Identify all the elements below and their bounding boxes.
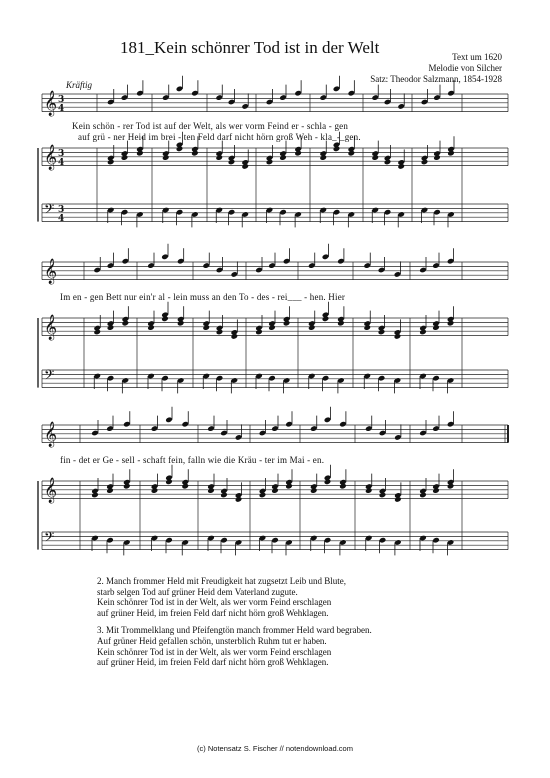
note-head (294, 150, 302, 157)
note-head (378, 329, 386, 336)
time-signature: 4 (58, 158, 65, 168)
note-head (228, 159, 236, 166)
treble-clef-icon: 𝄞 (44, 478, 58, 503)
note-head (165, 479, 173, 486)
note-head (419, 329, 427, 336)
note-head (397, 163, 405, 170)
note-head (394, 496, 402, 503)
note-head (181, 483, 189, 490)
note-head (121, 154, 129, 161)
note-head (235, 496, 243, 503)
note-head (339, 483, 347, 490)
note-head (266, 159, 274, 166)
note-head (363, 324, 371, 331)
copyright-footer: (c) Notensatz S. Fischer // notendownload.com (197, 744, 353, 753)
treble-clef-icon: 𝄞 (44, 145, 58, 170)
treble-clef-icon: 𝄞 (44, 91, 58, 116)
treble-clef-icon: 𝄞 (44, 315, 58, 340)
note-head (371, 154, 379, 161)
note-head (241, 163, 249, 170)
verse-2 (97, 576, 372, 675)
note-head (379, 492, 387, 499)
note-head (432, 487, 440, 494)
note-head (107, 159, 115, 166)
note-head (93, 329, 101, 336)
time-signature: 3 (58, 95, 65, 105)
note-head (419, 492, 427, 499)
note-head (162, 154, 170, 161)
note-head (432, 324, 440, 331)
bass-clef-icon: 𝄢 (44, 367, 55, 386)
note-head (365, 487, 373, 494)
note-head (322, 316, 330, 323)
note-head (151, 487, 159, 494)
note-head (147, 324, 155, 331)
verse-2-line-1: 2. Manch frommer Held mit Freudigkeit hat zugsetzt Leib und Blute, (97, 576, 346, 586)
note-head (220, 492, 228, 499)
note-head (259, 492, 267, 499)
note-head (91, 492, 99, 499)
note-head (191, 150, 199, 157)
tempo-marking: Kräftig (66, 80, 93, 90)
note-head (433, 154, 441, 161)
time-signature: 3 (58, 205, 65, 215)
note-head (136, 150, 144, 157)
time-signature: 4 (58, 214, 65, 224)
note-head (308, 324, 316, 331)
note-head (421, 159, 429, 166)
note-head (216, 329, 224, 336)
time-signature: 3 (58, 149, 65, 159)
note-head (177, 320, 185, 327)
note-head (268, 324, 276, 331)
note-head (279, 154, 287, 161)
bass-clef-icon: 𝄢 (44, 201, 55, 220)
lyrics-system1-line2: auf grü - ner Heid im brei - ten Feld darf nicht hörn groß Weh - kla_-_gen. (78, 132, 361, 142)
note-head (394, 333, 402, 340)
note-head (285, 483, 293, 490)
note-head (231, 333, 239, 340)
verse-2-line-3: Kein schönrer Tod ist in der Welt, als wer vorm Feind erschlagen (97, 597, 332, 608)
note-head (348, 150, 356, 157)
note-head (176, 146, 184, 153)
text-credit: Text um 1620 (452, 52, 502, 62)
note-head (447, 320, 455, 327)
lyrics-system3: fin - det er Ge - sell - schaft fein, falln wie die Kräu - ter im Mai - en. (60, 455, 325, 465)
verse-3-line-2: Auf grüner Heid gefallen schön, unsterblich Ruhm tut er haben. (97, 635, 327, 646)
treble-clef-icon: 𝄞 (44, 422, 58, 447)
note-head (106, 487, 114, 494)
verse-2-line-4: auf grüner Heid, im freien Feld darf nicht hörn groß Wehklagen. (97, 607, 329, 618)
note-head (310, 487, 318, 494)
note-head (107, 324, 115, 331)
song-title: 181_Kein schönrer Tod ist in der Welt (120, 38, 380, 57)
note-head (283, 320, 291, 327)
lyrics-system1-line1: Kein schön - rer Tod ist auf der Welt, als wer vorm Feind er - schla - gen (72, 121, 349, 131)
note-head (324, 479, 332, 486)
note-head (384, 159, 392, 166)
bass-clef-icon: 𝄢 (44, 529, 55, 548)
verse-3-line-1: 3. Mit Trommelklang und Pfeifengtön manch frommer Held ward begraben. (97, 625, 372, 636)
note-head (447, 150, 455, 157)
note-head (333, 146, 341, 153)
lyrics-system2: Im en - gen Bett nur ein'r al - lein muss an den To - des - rei___ - hen. Hier (60, 292, 346, 302)
time-signature: 4 (58, 104, 65, 114)
note-head (255, 329, 263, 336)
note-head (337, 320, 345, 327)
note-head (122, 320, 130, 327)
note-head (271, 487, 279, 494)
verse-3-line-3: Kein schönrer Tod ist in der Welt, als wer vorm Feind erschlagen (97, 646, 332, 657)
treble-clef-icon: 𝄞 (44, 259, 58, 284)
verse-2-line-2: starb selgen Tod auf grüner Heid dem Vaterland zugute. (97, 586, 298, 597)
note-head (207, 487, 215, 494)
note-head (215, 154, 223, 161)
note-head (161, 316, 169, 323)
setting-credit: Satz: Theodor Salzmann, 1854-1928 (370, 74, 502, 84)
melody-credit: Melodie von Silcher (428, 63, 502, 73)
verse-3-line-4: auf grüner Heid, im freien Feld darf nicht hörn groß Wehklagen. (97, 657, 329, 668)
note-head (319, 154, 327, 161)
note-head (123, 483, 131, 490)
note-head (202, 324, 210, 331)
note-head (447, 483, 455, 490)
